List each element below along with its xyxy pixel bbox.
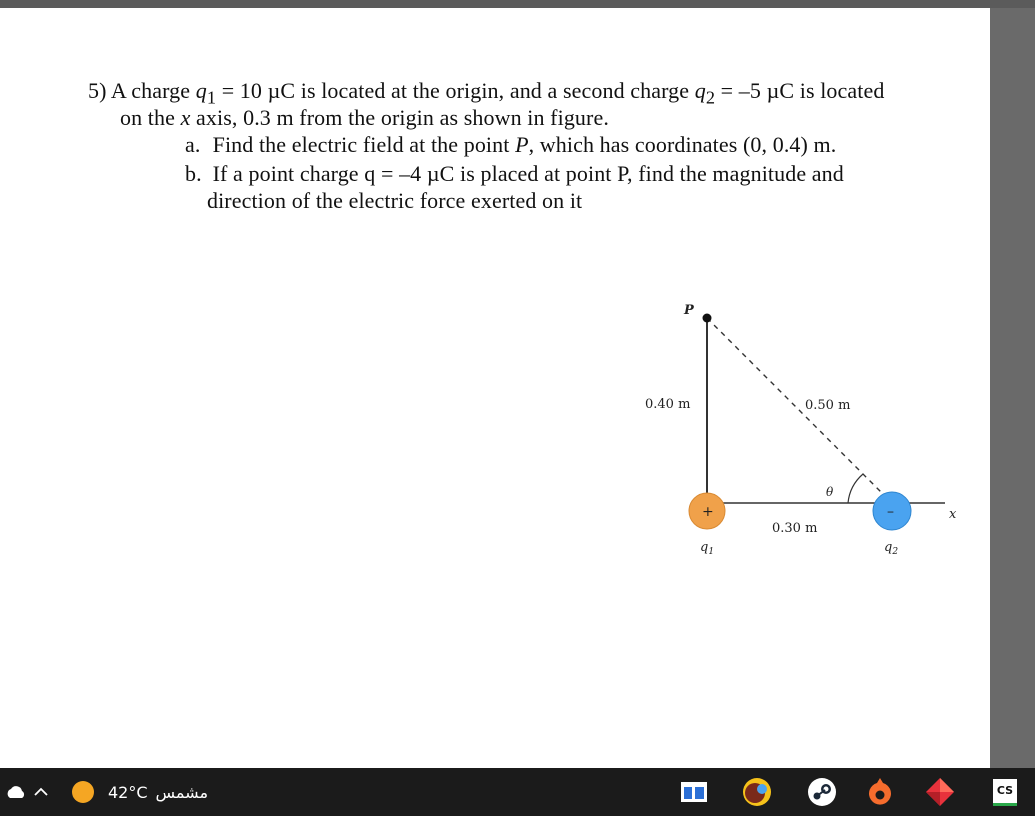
window-side-strip (990, 8, 1035, 768)
q2-symbol: q (694, 78, 706, 103)
cs-app-icon[interactable] (988, 768, 1022, 816)
part-b-text: If a point charge q = –4 µC is placed at point P, find the magnitude and (212, 161, 844, 186)
origin-icon[interactable] (862, 768, 898, 816)
weather-temperature: 42°C (108, 782, 148, 802)
problem-text: A charge (110, 78, 196, 103)
angle-label: θ (826, 485, 834, 499)
window-icon[interactable] (676, 768, 712, 816)
q1-sign: + (702, 504, 714, 520)
base-length-label: 0.30 m (772, 521, 818, 536)
problem-line-2 (120, 105, 609, 131)
q2-label: $q_2$ (884, 540, 899, 557)
part-a-text: , which has coordinates (0, 0.4) m. (528, 132, 837, 157)
vertical-length-label: 0.40 m (645, 397, 691, 412)
problem-line-1 (88, 78, 884, 108)
problem-text: axis, 0.3 m from the origin as shown in figure. (190, 105, 609, 130)
point-p-label: P (684, 303, 694, 318)
part-b-text: direction of the electric force exerted on it (207, 188, 583, 213)
part-b (185, 161, 844, 187)
problem-text: = –5 µC is located (715, 78, 885, 103)
angle-arc (848, 474, 863, 503)
game-icon[interactable] (737, 768, 777, 816)
sun-icon (70, 779, 96, 805)
cloud-icon[interactable] (2, 768, 30, 816)
charge-diagram (600, 278, 980, 568)
q1-subscript: 1 (206, 87, 217, 108)
cs-app-badge: CS (993, 779, 1017, 806)
problem-number: 5) (88, 78, 107, 103)
part-b-marker: b. (185, 161, 202, 186)
taskbar (0, 768, 1035, 816)
p-symbol: P (515, 132, 529, 157)
q2-subscript: 2 (705, 87, 716, 108)
q2-sign: – (887, 504, 894, 520)
hypotenuse-dashed (707, 318, 892, 503)
problem-text: on the (120, 105, 181, 130)
hypotenuse-length-label: 0.50 m (805, 398, 851, 413)
weather-condition: مشمس (155, 782, 209, 802)
document-page (0, 8, 990, 768)
diamond-app-icon[interactable] (920, 768, 960, 816)
part-b-continued (207, 188, 582, 214)
chevron-up-icon[interactable] (30, 768, 52, 816)
weather-widget[interactable] (70, 768, 220, 816)
q1-label: $q_1$ (700, 540, 715, 557)
point-p-dot (703, 314, 712, 323)
top-edge (0, 0, 1035, 8)
q1-symbol: q (195, 78, 207, 103)
steam-icon[interactable] (802, 768, 842, 816)
x-symbol: x (180, 105, 191, 130)
part-a (185, 132, 836, 158)
x-axis-label: x (949, 507, 957, 522)
problem-text: = 10 µC is located at the origin, and a second charge (216, 78, 695, 103)
part-a-marker: a. (185, 132, 201, 157)
part-a-text: Find the electric field at the point (212, 132, 516, 157)
